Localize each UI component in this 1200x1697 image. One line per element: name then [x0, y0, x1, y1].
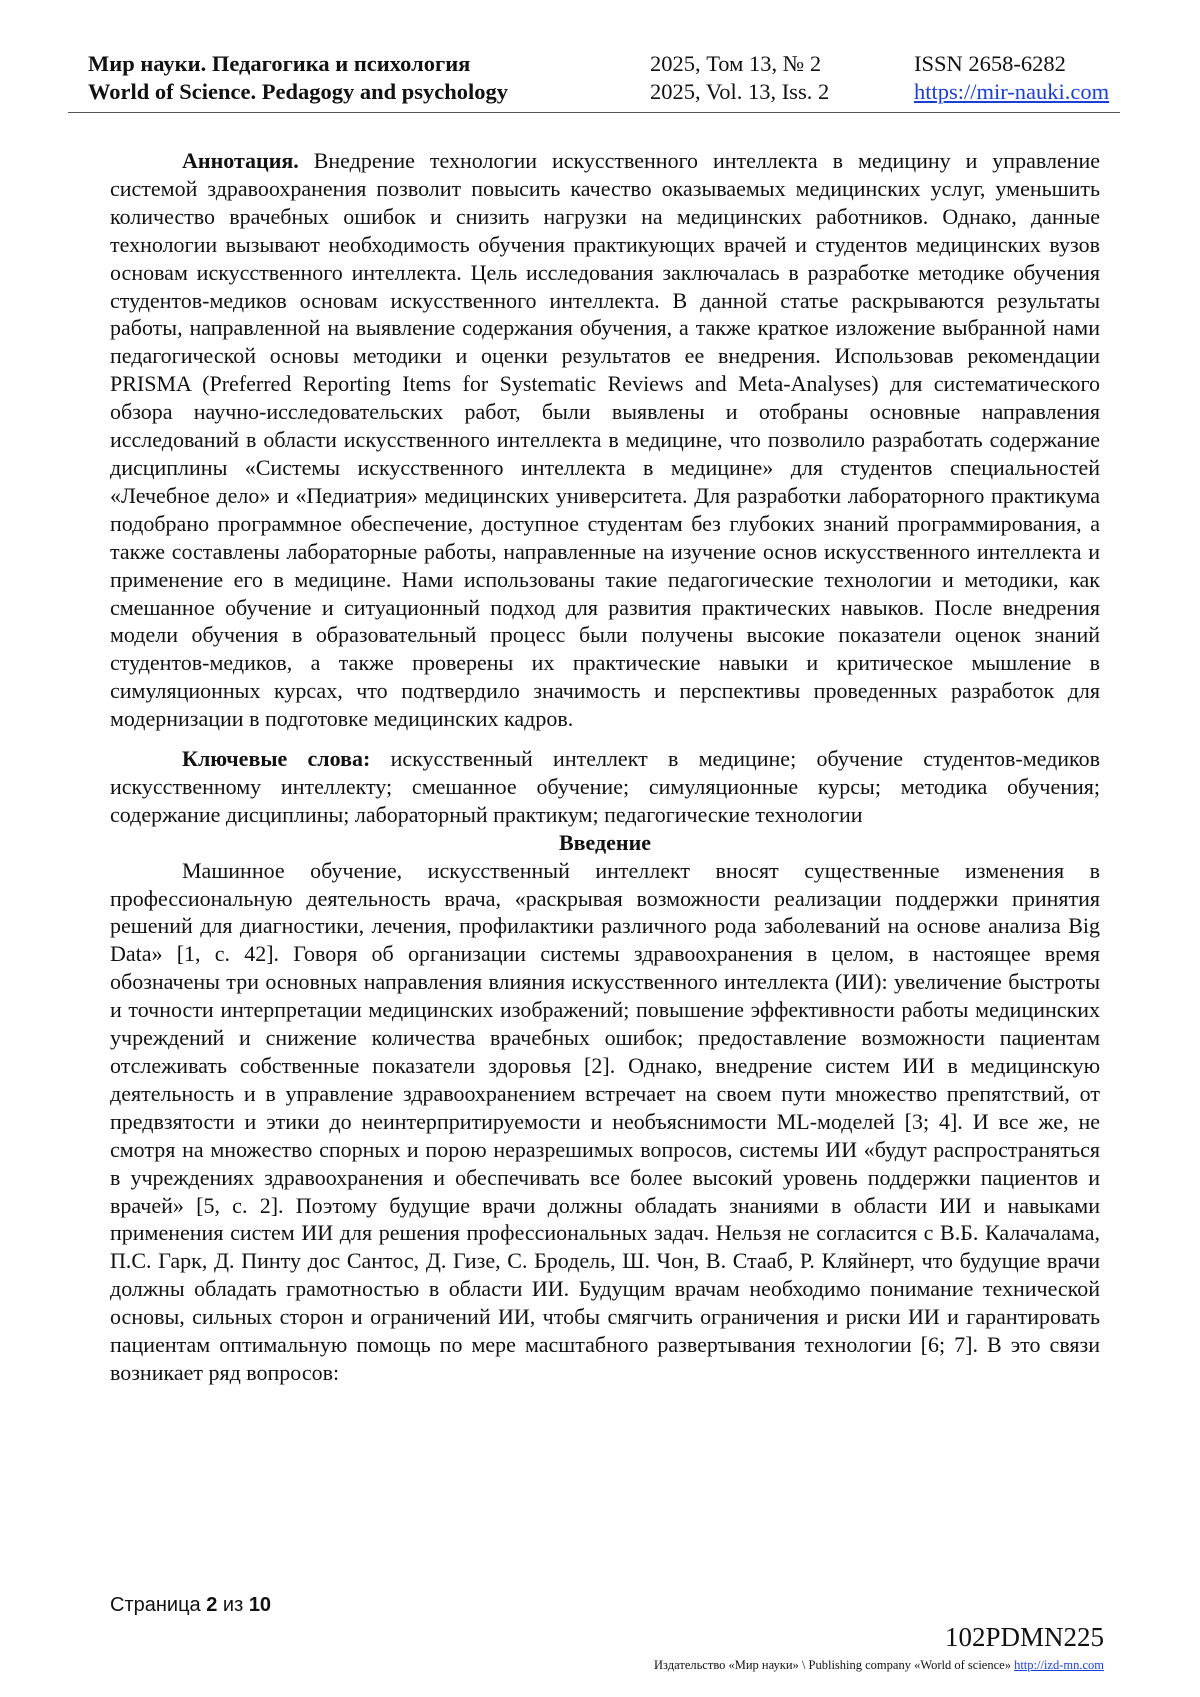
page-number — [110, 1594, 271, 1617]
header-divider — [68, 112, 1120, 113]
journal-volume — [650, 50, 829, 106]
keywords-paragraph — [110, 745, 1100, 829]
abstract-text: Внедрение технологии искусственного интеллекта в медицину и управление системой здравоохранения позволит повысить качество оказываемых медицинских услуг, уменьшить количество врачебных ошибок и снизить нагрузки на медицинских работников. Однако, данные технологии вызывают необходимость обучения практикующих врачей и студентов медицинских вузов основам искусственного интеллекта. Цель исследования заключалась в разработке методике обучения студентов-медиков основам искусственного интеллекта. В данной статье раскрываются результаты работы, направленной на выявление содержания обучения, а также краткое изложение выбранной нами педагогической основы методики и оценки результатов ее внедрения. Использовав рекомендации PRISMA (Preferred Reporting Items for Systematic Reviews and Meta-Analyses) для систематического обзора научно-исследовательских работ, были выявлены и отобраны основные направления исследований в области искусственного интеллекта в медицине, что позволило разработать содержание дисциплины «Системы искусственного интеллекта в медицине» для студентов специальностей «Лечебное дело» и «Педиатрия» медицинских университета. Для разработки лабораторного практикума подобрано программное обеспечение, доступное студентам без глубоких знаний программирования, а также составлены лабораторные работы, направленные на изучение основ искусственного интеллекта и применение его в медицине. Нами использованы такие педагогические технологии и методики, как смешанное обучение и ситуационный подход для развития практических навыков. После внедрения модели обучения в образовательный процесс были получены высокие показатели оценок знаний студентов-медиков, а также проверены их практические навыки и критическое мышление в симуляционных курсах, что подтвердило значимость и перспективы проведенных разработок для модернизации в подготовке медицинских кадров. — [110, 148, 1100, 732]
journal-title-en: World of Science. Pedagogy and psychology — [88, 79, 509, 104]
journal-identifiers — [914, 50, 1109, 106]
keywords-label: Ключевые слова: — [182, 746, 371, 772]
page-separator: из — [222, 1594, 244, 1616]
volume-ru: 2025, Том 13, № 2 — [650, 51, 822, 76]
journal-title-ru: Мир науки. Педагогика и психология — [88, 51, 471, 76]
page-total: 10 — [248, 1594, 272, 1616]
page-current: 2 — [206, 1594, 218, 1616]
article-code: 102PDMN225 — [944, 1622, 1104, 1652]
publisher-line — [654, 1658, 1104, 1673]
issn: ISSN 2658-6282 — [914, 51, 1066, 76]
publisher-url-link[interactable]: http://izd-mn.com — [1014, 1658, 1104, 1672]
keywords-text: искусственный интеллект в медицине; обучение студентов-медиков искусственному интеллекту; смешанное обучение; симуляционные курсы; методика обучения; содержание дисциплины; лабораторный практикум; педагогические технологии — [110, 746, 1101, 827]
publisher-text: Издательство «Мир науки» \ Publishing company «World of science» — [654, 1658, 1011, 1672]
page-prefix: Страница — [110, 1594, 201, 1616]
journal-url-link[interactable]: https://mir-nauki.com — [914, 79, 1110, 104]
abstract-label: Аннотация. — [182, 148, 299, 173]
abstract-paragraph — [110, 147, 1100, 733]
article-body — [110, 147, 1100, 1387]
introduction-paragraph: Машинное обучение, искусственный интеллект вносят существенные изменения в профессиональную деятельность врача, «раскрывая возможности реализации поддержки принятия решений для диагностики, лечения, профилактики различного рода заболеваний на основе анализа Big Data» [1, с. 42]. Говоря об организации системы здравоохранения в целом, в настоящее время обозначены три основных направления влияния искусственного интеллекта (ИИ): увеличение быстроты и точности интерпретации медицинских изображений; повышение эффективности работы медицинских учреждений и снижение количества врачебных ошибок; предоставление возможности пациентам отслеживать собственные показатели здоровья [2]. Однако, внедрение систем ИИ в медицинскую деятельность и в управление здравоохранением встречает на своем пути множество препятствий, от предвзятости и этики до неинтерпритируемости и необъяснимости ML-моделей [3; 4]. И все же, не смотря на множество спорных и порою неразрешимых вопросов, системы ИИ «будут распространяться в учреждениях здравоохранения и обеспечивать все более высокий уровень поддержки пациентов и врачей» [5, с. 2]. Поэтому будущие врачи должны обладать знаниями в области ИИ и навыками применения систем ИИ для решения профессиональных задач. Нельзя не согласится с В.Б. Калачалама, П.С. Гарк, Д. Пинту дос Сантос, Д. Гизе, С. Бродель, Ш. Чон, В. Стааб, Р. Кляйнерт, что будущие врачи должны обладать грамотностью в области ИИ. Будущим врачам необходимо понимание технической основы, сильных сторон и ограничений ИИ, чтобы смягчить ограничения и риски ИИ и гарантировать пациентам оптимальную помощь по мере масштабного развертывания технологии [6; 7]. В это связи возникает ряд вопросов: — [110, 857, 1100, 1385]
section-title-introduction: Введение — [558, 829, 652, 855]
volume-en: 2025, Vol. 13, Iss. 2 — [650, 79, 830, 104]
journal-title — [88, 50, 508, 106]
